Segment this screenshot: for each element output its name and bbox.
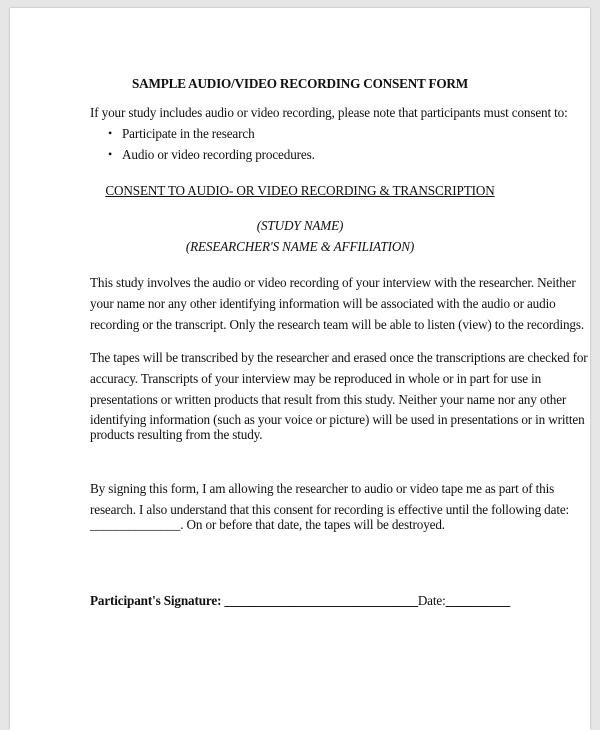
study-name: (STUDY NAME)	[256, 218, 344, 233]
bullet-item-recording: Audio or video recording procedures.	[122, 147, 315, 162]
paragraph-line: research. I also understand that this consent for recording is effective until the following date:	[90, 502, 570, 517]
bullet-item-participate: Participate in the research	[122, 126, 255, 141]
paragraph-line: accuracy. Transcripts of your interview may be reproduced in whole or in part for use in	[90, 371, 542, 386]
bullet-dot-icon: •	[108, 126, 113, 140]
paragraph-line: identifying information (such as your voice or picture) will be used in presentations or in written	[90, 412, 585, 427]
signature-label: Participant's Signature:	[90, 593, 222, 608]
document-page	[10, 8, 590, 730]
paragraph-line: By signing this form, I am allowing the researcher to audio or video tape me as part of this	[90, 481, 555, 496]
form-title: SAMPLE AUDIO/VIDEO RECORDING CONSENT FORM	[132, 76, 468, 91]
consent-expiry-date-line: ______________. On or before that date, the tapes will be destroyed.	[90, 517, 445, 532]
date-blank[interactable]: __________	[445, 593, 511, 608]
consent-heading: CONSENT TO AUDIO- OR VIDEO RECORDING & TRANSCRIPTION	[105, 183, 495, 198]
paragraph-line: presentations or written products that result from this study. Neither your name nor any other	[90, 392, 567, 407]
researcher-affiliation: (RESEARCHER'S NAME & AFFILIATION)	[185, 239, 415, 254]
paragraph-line: products resulting from the study.	[90, 427, 263, 442]
intro-text: If your study includes audio or video recording, please note that participants must consent to:	[90, 105, 568, 120]
signature-row	[90, 593, 510, 609]
paragraph-line: your name nor any other identifying information will be associated with the audio or audio	[90, 296, 556, 311]
paragraph-line: recording or the transcript. Only the research team will be able to listen (view) to the recordings.	[90, 317, 585, 332]
date-label: Date:	[417, 593, 446, 608]
paragraph-line: The tapes will be transcribed by the researcher and erased once the transcriptions are checked for	[90, 350, 588, 365]
paragraph-line: This study involves the audio or video recording of your interview with the researcher. Neither	[90, 275, 576, 290]
bullet-dot-icon: •	[108, 147, 113, 161]
signature-blank[interactable]: ______________________________	[224, 593, 418, 608]
